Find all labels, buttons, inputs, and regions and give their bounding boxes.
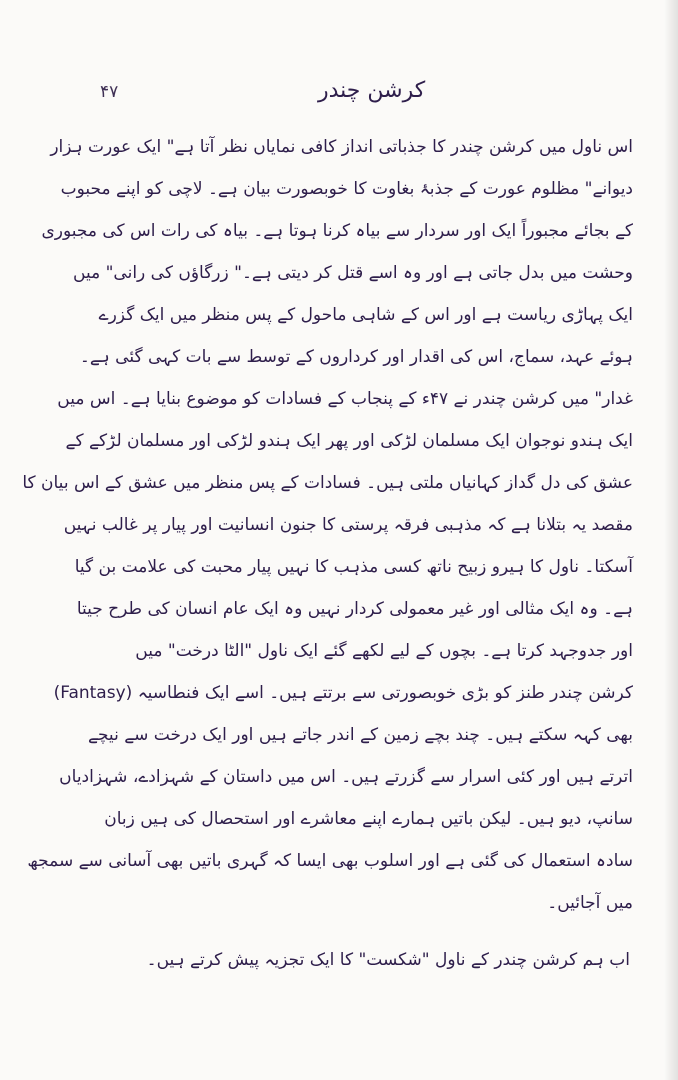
text-line: دیوانے" مظلوم عورت کے جذبۂ بغاوت کا خوبصورت بیان ہے۔ لاچی کو اپنے محبوب [60,179,633,199]
text-line: کرشن چندر طنز کو بڑی خوبصورتی سے برتتے ہیں۔ اسے ایک فنطاسیہ (Fantasy) [53,683,633,703]
text-line: ہوئے عہد، سماج، اس کی اقدار اور کرداروں کے توسط سے بات کہی گئی ہے۔ [79,347,633,367]
page-number: ۴۷ [100,82,119,102]
text-line: ایک ہندو نوجوان ایک مسلمان لڑکی اور پھر ایک ہندو لڑکی اور مسلمان لڑکے کے [65,431,633,451]
body-paragraph [22,126,633,924]
text-line: اس ناول میں کرشن چندر کا جذباتی انداز کافی نمایاں نظر آتا ہے" ایک عورت ہزار [50,137,633,157]
text-line: میں آجائیں۔ [547,893,633,913]
text-line: وحشت میں بدل جاتی ہے اور وہ اسے قتل کر دیتی ہے۔" زرگاؤں کی رانی" میں [73,263,633,283]
text-line: بھی کہہ سکتے ہیں۔ چند بچے زمین کے اندر جاتے ہیں اور ایک درخت سے نیچے [88,725,633,745]
binding-shadow [664,0,678,1080]
closing-sentence: اب ہم کرشن چندر کے ناول "شکست" کا ایک تجزیہ پیش کرتے ہیں۔ [146,950,630,970]
running-title: کرشن چندر [318,78,426,103]
page-header [0,78,678,116]
text-line: ایک پہاڑی ریاست ہے اور اس کے شاہی ماحول کے پس منظر میں ایک گزرے [98,305,633,325]
text-line: ہے۔ وہ ایک مثالی اور غیر معمولی کردار نہیں وہ ایک عام انسان کی طرح جیتا [76,599,633,619]
text-line: غدار" میں کرشن چندر نے ۴۷ء کے پنجاب کے فسادات کو موضوع بنایا ہے۔ اس میں [57,389,633,409]
text-line: مقصد یہ بتلانا ہے کہ مذہبی فرقہ پرستی کا جنون انسانیت اور پیار پر غالب نہیں [63,515,633,535]
text-line: کے بجائے مجبوراً ایک اور سردار سے بیاہ کرنا ہوتا ہے۔ بیاہ کی رات اس کی مجبوری [41,221,633,241]
text-line: اترتے ہیں اور کئی اسرار سے گزرتے ہیں۔ اس میں داستان کے شہزادے، شہزادیاں [59,767,633,787]
text-line: سادہ استعمال کی گئی ہے اور اسلوب بھی ایسا کہ گہری باتیں بھی آسانی سے سمجھ [27,851,633,871]
text-line: سانپ، دیو ہیں۔ لیکن باتیں ہمارے اپنے معاشرے اور استحصال کی ہیں زبان [104,809,633,829]
text-line: آسکتا۔ ناول کا ہیرو زبیح ناتھ کسی مذہب کا نہیں پیار محبت کی علامت بن گیا [74,557,633,577]
text-line: اور جدوجہد کرتا ہے۔ بچوں کے لیے لکھے گئے ایک ناول "الٹا درخت" میں [135,641,633,661]
text-line: عشق کی دل گداز کہانیاں ملتی ہیں۔ فسادات کے پس منظر میں عشق کے اس بیان کا [22,473,633,493]
